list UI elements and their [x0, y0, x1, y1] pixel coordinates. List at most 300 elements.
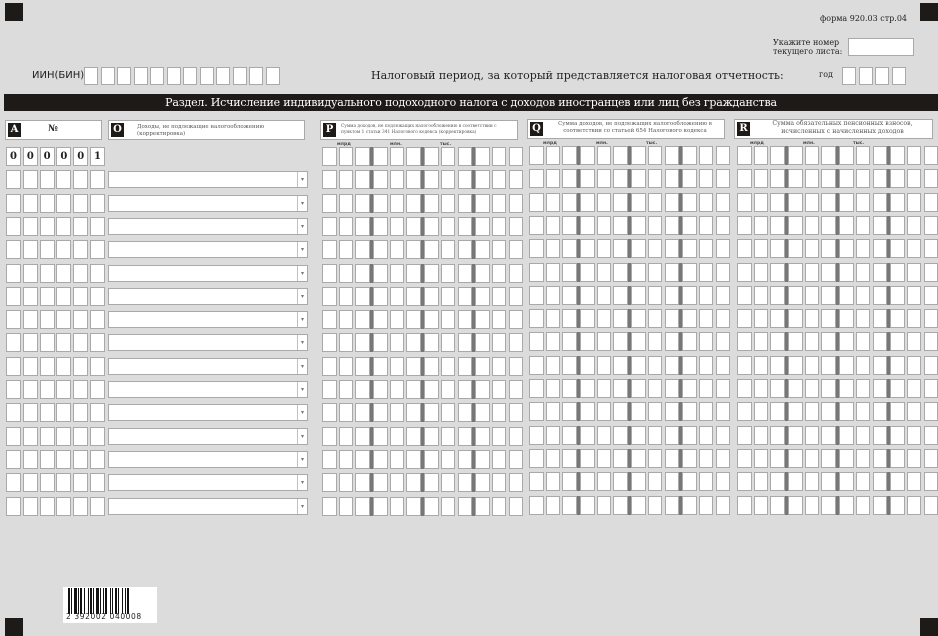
amount-digit-box[interactable] — [716, 449, 731, 468]
income-type-dropdown[interactable] — [108, 334, 308, 351]
row-a-box[interactable] — [40, 403, 55, 422]
amount-digit-box[interactable] — [492, 264, 507, 283]
amount-digit-box[interactable] — [788, 472, 803, 491]
chevron-down-icon[interactable]: ▾ — [297, 499, 307, 514]
amount-digit-box[interactable] — [475, 264, 490, 283]
amount-digit-box[interactable] — [529, 496, 544, 515]
amount-digit-box[interactable] — [322, 170, 337, 189]
amount-digit-box[interactable] — [648, 426, 663, 445]
amount-digit-box[interactable] — [839, 146, 854, 165]
amount-digit-box[interactable] — [699, 472, 714, 491]
amount-digit-box[interactable] — [390, 357, 405, 376]
amount-digit-box[interactable] — [907, 379, 922, 398]
amount-digit-box[interactable] — [475, 497, 490, 516]
amount-digit-box[interactable] — [322, 497, 337, 516]
amount-digit-box[interactable] — [682, 239, 697, 258]
amount-digit-box[interactable] — [716, 263, 731, 282]
amount-digit-box[interactable] — [355, 380, 370, 399]
amount-digit-box[interactable] — [580, 402, 595, 421]
row-a-box[interactable] — [56, 403, 71, 422]
amount-digit-box[interactable] — [509, 473, 524, 492]
row-a-box[interactable] — [40, 333, 55, 352]
amount-input-r[interactable] — [737, 309, 938, 328]
amount-digit-box[interactable] — [821, 286, 836, 305]
amount-digit-box[interactable] — [613, 379, 628, 398]
amount-digit-box[interactable] — [805, 193, 820, 212]
amount-digit-box[interactable] — [788, 216, 803, 235]
amount-digit-box[interactable] — [754, 472, 769, 491]
income-type-dropdown[interactable] — [108, 218, 308, 235]
amount-digit-box[interactable] — [788, 309, 803, 328]
chevron-down-icon[interactable]: ▾ — [297, 196, 307, 211]
year-input[interactable] — [842, 67, 908, 86]
amount-digit-box[interactable] — [580, 309, 595, 328]
amount-digit-box[interactable] — [770, 379, 785, 398]
amount-digit-box[interactable] — [406, 240, 421, 259]
income-type-dropdown[interactable] — [108, 265, 308, 282]
amount-digit-box[interactable] — [562, 402, 577, 421]
amount-digit-box[interactable] — [770, 402, 785, 421]
amount-digit-box[interactable] — [924, 332, 938, 351]
amount-digit-box[interactable] — [737, 193, 752, 212]
row-a-box[interactable] — [40, 380, 55, 399]
amount-digit-box[interactable] — [562, 263, 577, 282]
amount-digit-box[interactable] — [839, 286, 854, 305]
amount-digit-box[interactable] — [613, 356, 628, 375]
amount-digit-box[interactable] — [821, 472, 836, 491]
amount-digit-box[interactable] — [562, 169, 577, 188]
amount-digit-box[interactable] — [716, 286, 731, 305]
amount-digit-box[interactable] — [613, 309, 628, 328]
amount-digit-box[interactable] — [424, 333, 439, 352]
amount-digit-box[interactable] — [805, 239, 820, 258]
amount-digit-box[interactable] — [716, 356, 731, 375]
amount-digit-box[interactable] — [390, 497, 405, 516]
amount-digit-box[interactable] — [424, 240, 439, 259]
chevron-down-icon[interactable]: ▾ — [297, 475, 307, 490]
amount-digit-box[interactable] — [373, 473, 388, 492]
amount-digit-box[interactable] — [406, 264, 421, 283]
amount-digit-box[interactable] — [373, 264, 388, 283]
amount-digit-box[interactable] — [631, 193, 646, 212]
row-a-box[interactable] — [90, 403, 105, 422]
row-a-box[interactable] — [6, 403, 21, 422]
amount-digit-box[interactable] — [873, 216, 888, 235]
amount-digit-box[interactable] — [492, 310, 507, 329]
row-a-input[interactable] — [6, 194, 107, 213]
amount-digit-box[interactable] — [597, 356, 612, 375]
amount-digit-box[interactable] — [890, 402, 905, 421]
amount-digit-box[interactable] — [737, 356, 752, 375]
amount-digit-box[interactable] — [754, 356, 769, 375]
amount-digit-box[interactable] — [890, 426, 905, 445]
row-a-box[interactable] — [90, 450, 105, 469]
amount-digit-box[interactable] — [821, 309, 836, 328]
amount-digit-box[interactable] — [509, 240, 524, 259]
amount-digit-box[interactable] — [665, 332, 680, 351]
year-digit-box[interactable] — [892, 67, 906, 85]
amount-digit-box[interactable] — [924, 286, 938, 305]
row-a-box[interactable] — [90, 264, 105, 283]
amount-digit-box[interactable] — [406, 217, 421, 236]
amount-input-p[interactable] — [322, 333, 525, 352]
amount-digit-box[interactable] — [924, 169, 938, 188]
row-a-input[interactable] — [6, 403, 107, 422]
amount-digit-box[interactable] — [597, 146, 612, 165]
amount-digit-box[interactable] — [631, 169, 646, 188]
row-a-box[interactable] — [40, 450, 55, 469]
amount-digit-box[interactable] — [924, 496, 938, 515]
amount-digit-box[interactable] — [492, 194, 507, 213]
row-a-box[interactable] — [40, 264, 55, 283]
row-a-box[interactable] — [6, 310, 21, 329]
amount-digit-box[interactable] — [856, 309, 871, 328]
amount-digit-box[interactable] — [737, 472, 752, 491]
amount-digit-box[interactable] — [441, 147, 456, 166]
amount-digit-box[interactable] — [699, 402, 714, 421]
amount-digit-box[interactable] — [754, 379, 769, 398]
amount-digit-box[interactable] — [613, 146, 628, 165]
amount-digit-box[interactable] — [475, 357, 490, 376]
amount-digit-box[interactable] — [390, 427, 405, 446]
amount-digit-box[interactable] — [648, 449, 663, 468]
row-a-box[interactable] — [40, 497, 55, 516]
amount-digit-box[interactable] — [821, 169, 836, 188]
amount-digit-box[interactable] — [821, 332, 836, 351]
amount-digit-box[interactable] — [562, 426, 577, 445]
amount-digit-box[interactable] — [475, 310, 490, 329]
amount-digit-box[interactable] — [492, 403, 507, 422]
amount-digit-box[interactable] — [839, 309, 854, 328]
amount-digit-box[interactable] — [631, 472, 646, 491]
amount-digit-box[interactable] — [562, 472, 577, 491]
amount-digit-box[interactable] — [529, 356, 544, 375]
amount-digit-box[interactable] — [458, 217, 473, 236]
amount-digit-box[interactable] — [648, 169, 663, 188]
row-a-box[interactable] — [56, 310, 71, 329]
amount-digit-box[interactable] — [529, 169, 544, 188]
amount-digit-box[interactable] — [475, 147, 490, 166]
amount-digit-box[interactable] — [458, 473, 473, 492]
amount-digit-box[interactable] — [699, 146, 714, 165]
amount-digit-box[interactable] — [441, 194, 456, 213]
amount-digit-box[interactable] — [716, 496, 731, 515]
amount-digit-box[interactable] — [924, 216, 938, 235]
amount-digit-box[interactable] — [355, 217, 370, 236]
amount-digit-box[interactable] — [856, 356, 871, 375]
amount-digit-box[interactable] — [529, 263, 544, 282]
amount-digit-box[interactable] — [441, 427, 456, 446]
amount-digit-box[interactable] — [562, 356, 577, 375]
amount-digit-box[interactable] — [613, 472, 628, 491]
amount-digit-box[interactable] — [873, 496, 888, 515]
amount-digit-box[interactable] — [355, 147, 370, 166]
amount-digit-box[interactable] — [788, 193, 803, 212]
amount-digit-box[interactable] — [529, 309, 544, 328]
row-a-box[interactable] — [40, 357, 55, 376]
chevron-down-icon[interactable]: ▾ — [297, 312, 307, 327]
amount-input-r[interactable] — [737, 146, 938, 165]
row-a-box[interactable] — [56, 473, 71, 492]
amount-digit-box[interactable] — [788, 263, 803, 282]
amount-digit-box[interactable] — [821, 426, 836, 445]
row-a-box[interactable] — [56, 287, 71, 306]
amount-digit-box[interactable] — [458, 427, 473, 446]
amount-digit-box[interactable] — [924, 239, 938, 258]
amount-digit-box[interactable] — [890, 286, 905, 305]
amount-digit-box[interactable] — [613, 286, 628, 305]
amount-digit-box[interactable] — [529, 146, 544, 165]
amount-digit-box[interactable] — [699, 332, 714, 351]
income-type-dropdown[interactable] — [108, 381, 308, 398]
amount-digit-box[interactable] — [737, 332, 752, 351]
amount-digit-box[interactable] — [322, 427, 337, 446]
amount-digit-box[interactable] — [754, 146, 769, 165]
row-a-input[interactable] — [6, 170, 107, 189]
amount-digit-box[interactable] — [890, 146, 905, 165]
amount-input-r[interactable] — [737, 239, 938, 258]
amount-digit-box[interactable] — [716, 426, 731, 445]
amount-digit-box[interactable] — [716, 239, 731, 258]
row-a-box[interactable] — [23, 497, 38, 516]
amount-digit-box[interactable] — [665, 309, 680, 328]
row-a-box[interactable] — [90, 333, 105, 352]
amount-digit-box[interactable] — [509, 194, 524, 213]
amount-digit-box[interactable] — [890, 263, 905, 282]
row-a-box[interactable] — [56, 194, 71, 213]
row-a-box[interactable] — [56, 264, 71, 283]
amount-digit-box[interactable] — [648, 356, 663, 375]
amount-digit-box[interactable] — [322, 450, 337, 469]
chevron-down-icon[interactable]: ▾ — [297, 429, 307, 444]
row-a-box[interactable] — [23, 427, 38, 446]
amount-digit-box[interactable] — [546, 286, 561, 305]
amount-digit-box[interactable] — [737, 449, 752, 468]
amount-digit-box[interactable] — [339, 403, 354, 422]
amount-digit-box[interactable] — [424, 194, 439, 213]
row-a-box[interactable] — [23, 264, 38, 283]
row-a-box[interactable] — [23, 310, 38, 329]
amount-digit-box[interactable] — [716, 146, 731, 165]
row-a-box[interactable] — [56, 380, 71, 399]
row-a-box[interactable] — [90, 240, 105, 259]
amount-digit-box[interactable] — [821, 402, 836, 421]
amount-digit-box[interactable] — [699, 449, 714, 468]
amount-digit-box[interactable] — [631, 356, 646, 375]
row-a-box[interactable] — [6, 380, 21, 399]
amount-digit-box[interactable] — [458, 287, 473, 306]
row-a-box[interactable] — [6, 333, 21, 352]
row-a-box[interactable] — [40, 287, 55, 306]
amount-digit-box[interactable] — [805, 332, 820, 351]
amount-digit-box[interactable] — [597, 216, 612, 235]
amount-digit-box[interactable] — [788, 332, 803, 351]
amount-digit-box[interactable] — [648, 146, 663, 165]
amount-digit-box[interactable] — [546, 356, 561, 375]
amount-digit-box[interactable] — [805, 169, 820, 188]
row-a-input[interactable] — [6, 473, 107, 492]
amount-digit-box[interactable] — [839, 216, 854, 235]
amount-digit-box[interactable] — [788, 496, 803, 515]
amount-digit-box[interactable] — [699, 426, 714, 445]
amount-digit-box[interactable] — [613, 402, 628, 421]
row-a-box[interactable] — [56, 170, 71, 189]
amount-digit-box[interactable] — [856, 216, 871, 235]
amount-digit-box[interactable] — [856, 426, 871, 445]
amount-digit-box[interactable] — [322, 380, 337, 399]
amount-digit-box[interactable] — [907, 169, 922, 188]
amount-digit-box[interactable] — [873, 239, 888, 258]
amount-input-r[interactable] — [737, 379, 938, 398]
chevron-down-icon[interactable]: ▾ — [297, 335, 307, 350]
amount-input-q[interactable] — [529, 496, 732, 515]
row-a-box[interactable] — [6, 450, 21, 469]
amount-digit-box[interactable] — [441, 357, 456, 376]
amount-digit-box[interactable] — [631, 332, 646, 351]
amount-digit-box[interactable] — [390, 240, 405, 259]
amount-digit-box[interactable] — [631, 263, 646, 282]
amount-digit-box[interactable] — [699, 263, 714, 282]
amount-digit-box[interactable] — [805, 263, 820, 282]
amount-digit-box[interactable] — [788, 286, 803, 305]
amount-digit-box[interactable] — [839, 193, 854, 212]
amount-digit-box[interactable] — [805, 286, 820, 305]
row-a-box[interactable] — [40, 427, 55, 446]
amount-digit-box[interactable] — [546, 239, 561, 258]
amount-digit-box[interactable] — [509, 310, 524, 329]
amount-input-r[interactable] — [737, 286, 938, 305]
iin-digit-box[interactable] — [233, 67, 247, 85]
amount-digit-box[interactable] — [406, 427, 421, 446]
iin-digit-box[interactable] — [101, 67, 115, 85]
amount-digit-box[interactable] — [373, 427, 388, 446]
amount-digit-box[interactable] — [907, 356, 922, 375]
amount-digit-box[interactable] — [699, 193, 714, 212]
amount-digit-box[interactable] — [737, 169, 752, 188]
amount-digit-box[interactable] — [856, 146, 871, 165]
amount-digit-box[interactable] — [890, 496, 905, 515]
amount-digit-box[interactable] — [839, 426, 854, 445]
row-a-box[interactable] — [90, 497, 105, 516]
iin-digit-box[interactable] — [183, 67, 197, 85]
chevron-down-icon[interactable]: ▾ — [297, 219, 307, 234]
amount-digit-box[interactable] — [322, 194, 337, 213]
amount-digit-box[interactable] — [716, 379, 731, 398]
amount-digit-box[interactable] — [682, 496, 697, 515]
amount-digit-box[interactable] — [754, 286, 769, 305]
iin-digit-box[interactable] — [249, 67, 263, 85]
row-a-box[interactable] — [40, 310, 55, 329]
chevron-down-icon[interactable]: ▾ — [297, 289, 307, 304]
amount-digit-box[interactable] — [492, 497, 507, 516]
row-a-box[interactable] — [40, 240, 55, 259]
amount-digit-box[interactable] — [424, 497, 439, 516]
row-number-digit[interactable]: 1 — [90, 147, 105, 166]
amount-digit-box[interactable] — [562, 496, 577, 515]
amount-digit-box[interactable] — [597, 309, 612, 328]
amount-digit-box[interactable] — [613, 239, 628, 258]
amount-digit-box[interactable] — [339, 427, 354, 446]
amount-input-r[interactable] — [737, 449, 938, 468]
amount-digit-box[interactable] — [509, 147, 524, 166]
amount-digit-box[interactable] — [373, 333, 388, 352]
amount-digit-box[interactable] — [682, 332, 697, 351]
row-a-input[interactable] — [6, 264, 107, 283]
row-a-box[interactable] — [56, 497, 71, 516]
iin-digit-box[interactable] — [200, 67, 214, 85]
amount-digit-box[interactable] — [839, 239, 854, 258]
amount-digit-box[interactable] — [355, 310, 370, 329]
amount-digit-box[interactable] — [529, 472, 544, 491]
amount-digit-box[interactable] — [441, 240, 456, 259]
row-a-box[interactable] — [6, 427, 21, 446]
amount-digit-box[interactable] — [890, 193, 905, 212]
amount-digit-box[interactable] — [475, 473, 490, 492]
amount-digit-box[interactable] — [373, 403, 388, 422]
amount-digit-box[interactable] — [770, 263, 785, 282]
amount-digit-box[interactable] — [665, 239, 680, 258]
row-a-box[interactable] — [73, 427, 88, 446]
amount-digit-box[interactable] — [648, 193, 663, 212]
amount-digit-box[interactable] — [682, 426, 697, 445]
amount-digit-box[interactable] — [424, 427, 439, 446]
amount-digit-box[interactable] — [406, 310, 421, 329]
amount-digit-box[interactable] — [907, 263, 922, 282]
amount-digit-box[interactable] — [424, 473, 439, 492]
amount-digit-box[interactable] — [390, 380, 405, 399]
amount-digit-box[interactable] — [788, 356, 803, 375]
amount-input-q[interactable] — [529, 216, 732, 235]
amount-digit-box[interactable] — [390, 170, 405, 189]
amount-digit-box[interactable] — [339, 264, 354, 283]
amount-digit-box[interactable] — [597, 426, 612, 445]
amount-digit-box[interactable] — [682, 309, 697, 328]
amount-digit-box[interactable] — [856, 402, 871, 421]
amount-digit-box[interactable] — [597, 169, 612, 188]
amount-input-q[interactable] — [529, 402, 732, 421]
amount-digit-box[interactable] — [839, 169, 854, 188]
row-a-box[interactable] — [73, 473, 88, 492]
amount-digit-box[interactable] — [699, 286, 714, 305]
amount-digit-box[interactable] — [546, 472, 561, 491]
amount-digit-box[interactable] — [441, 473, 456, 492]
amount-digit-box[interactable] — [529, 426, 544, 445]
row-a-box[interactable] — [40, 170, 55, 189]
amount-digit-box[interactable] — [475, 240, 490, 259]
amount-digit-box[interactable] — [613, 263, 628, 282]
amount-digit-box[interactable] — [529, 332, 544, 351]
amount-input-p[interactable] — [322, 240, 525, 259]
amount-digit-box[interactable] — [665, 263, 680, 282]
amount-digit-box[interactable] — [373, 497, 388, 516]
amount-digit-box[interactable] — [424, 217, 439, 236]
amount-digit-box[interactable] — [529, 216, 544, 235]
amount-digit-box[interactable] — [924, 472, 938, 491]
row-number-digit[interactable]: 0 — [40, 147, 55, 166]
amount-digit-box[interactable] — [856, 449, 871, 468]
amount-digit-box[interactable] — [754, 426, 769, 445]
amount-digit-box[interactable] — [907, 332, 922, 351]
amount-digit-box[interactable] — [648, 496, 663, 515]
amount-digit-box[interactable] — [546, 449, 561, 468]
amount-digit-box[interactable] — [924, 449, 938, 468]
amount-digit-box[interactable] — [890, 239, 905, 258]
amount-digit-box[interactable] — [873, 263, 888, 282]
row-a-input[interactable] — [6, 497, 107, 516]
amount-digit-box[interactable] — [492, 357, 507, 376]
amount-digit-box[interactable] — [597, 193, 612, 212]
amount-digit-box[interactable] — [322, 403, 337, 422]
